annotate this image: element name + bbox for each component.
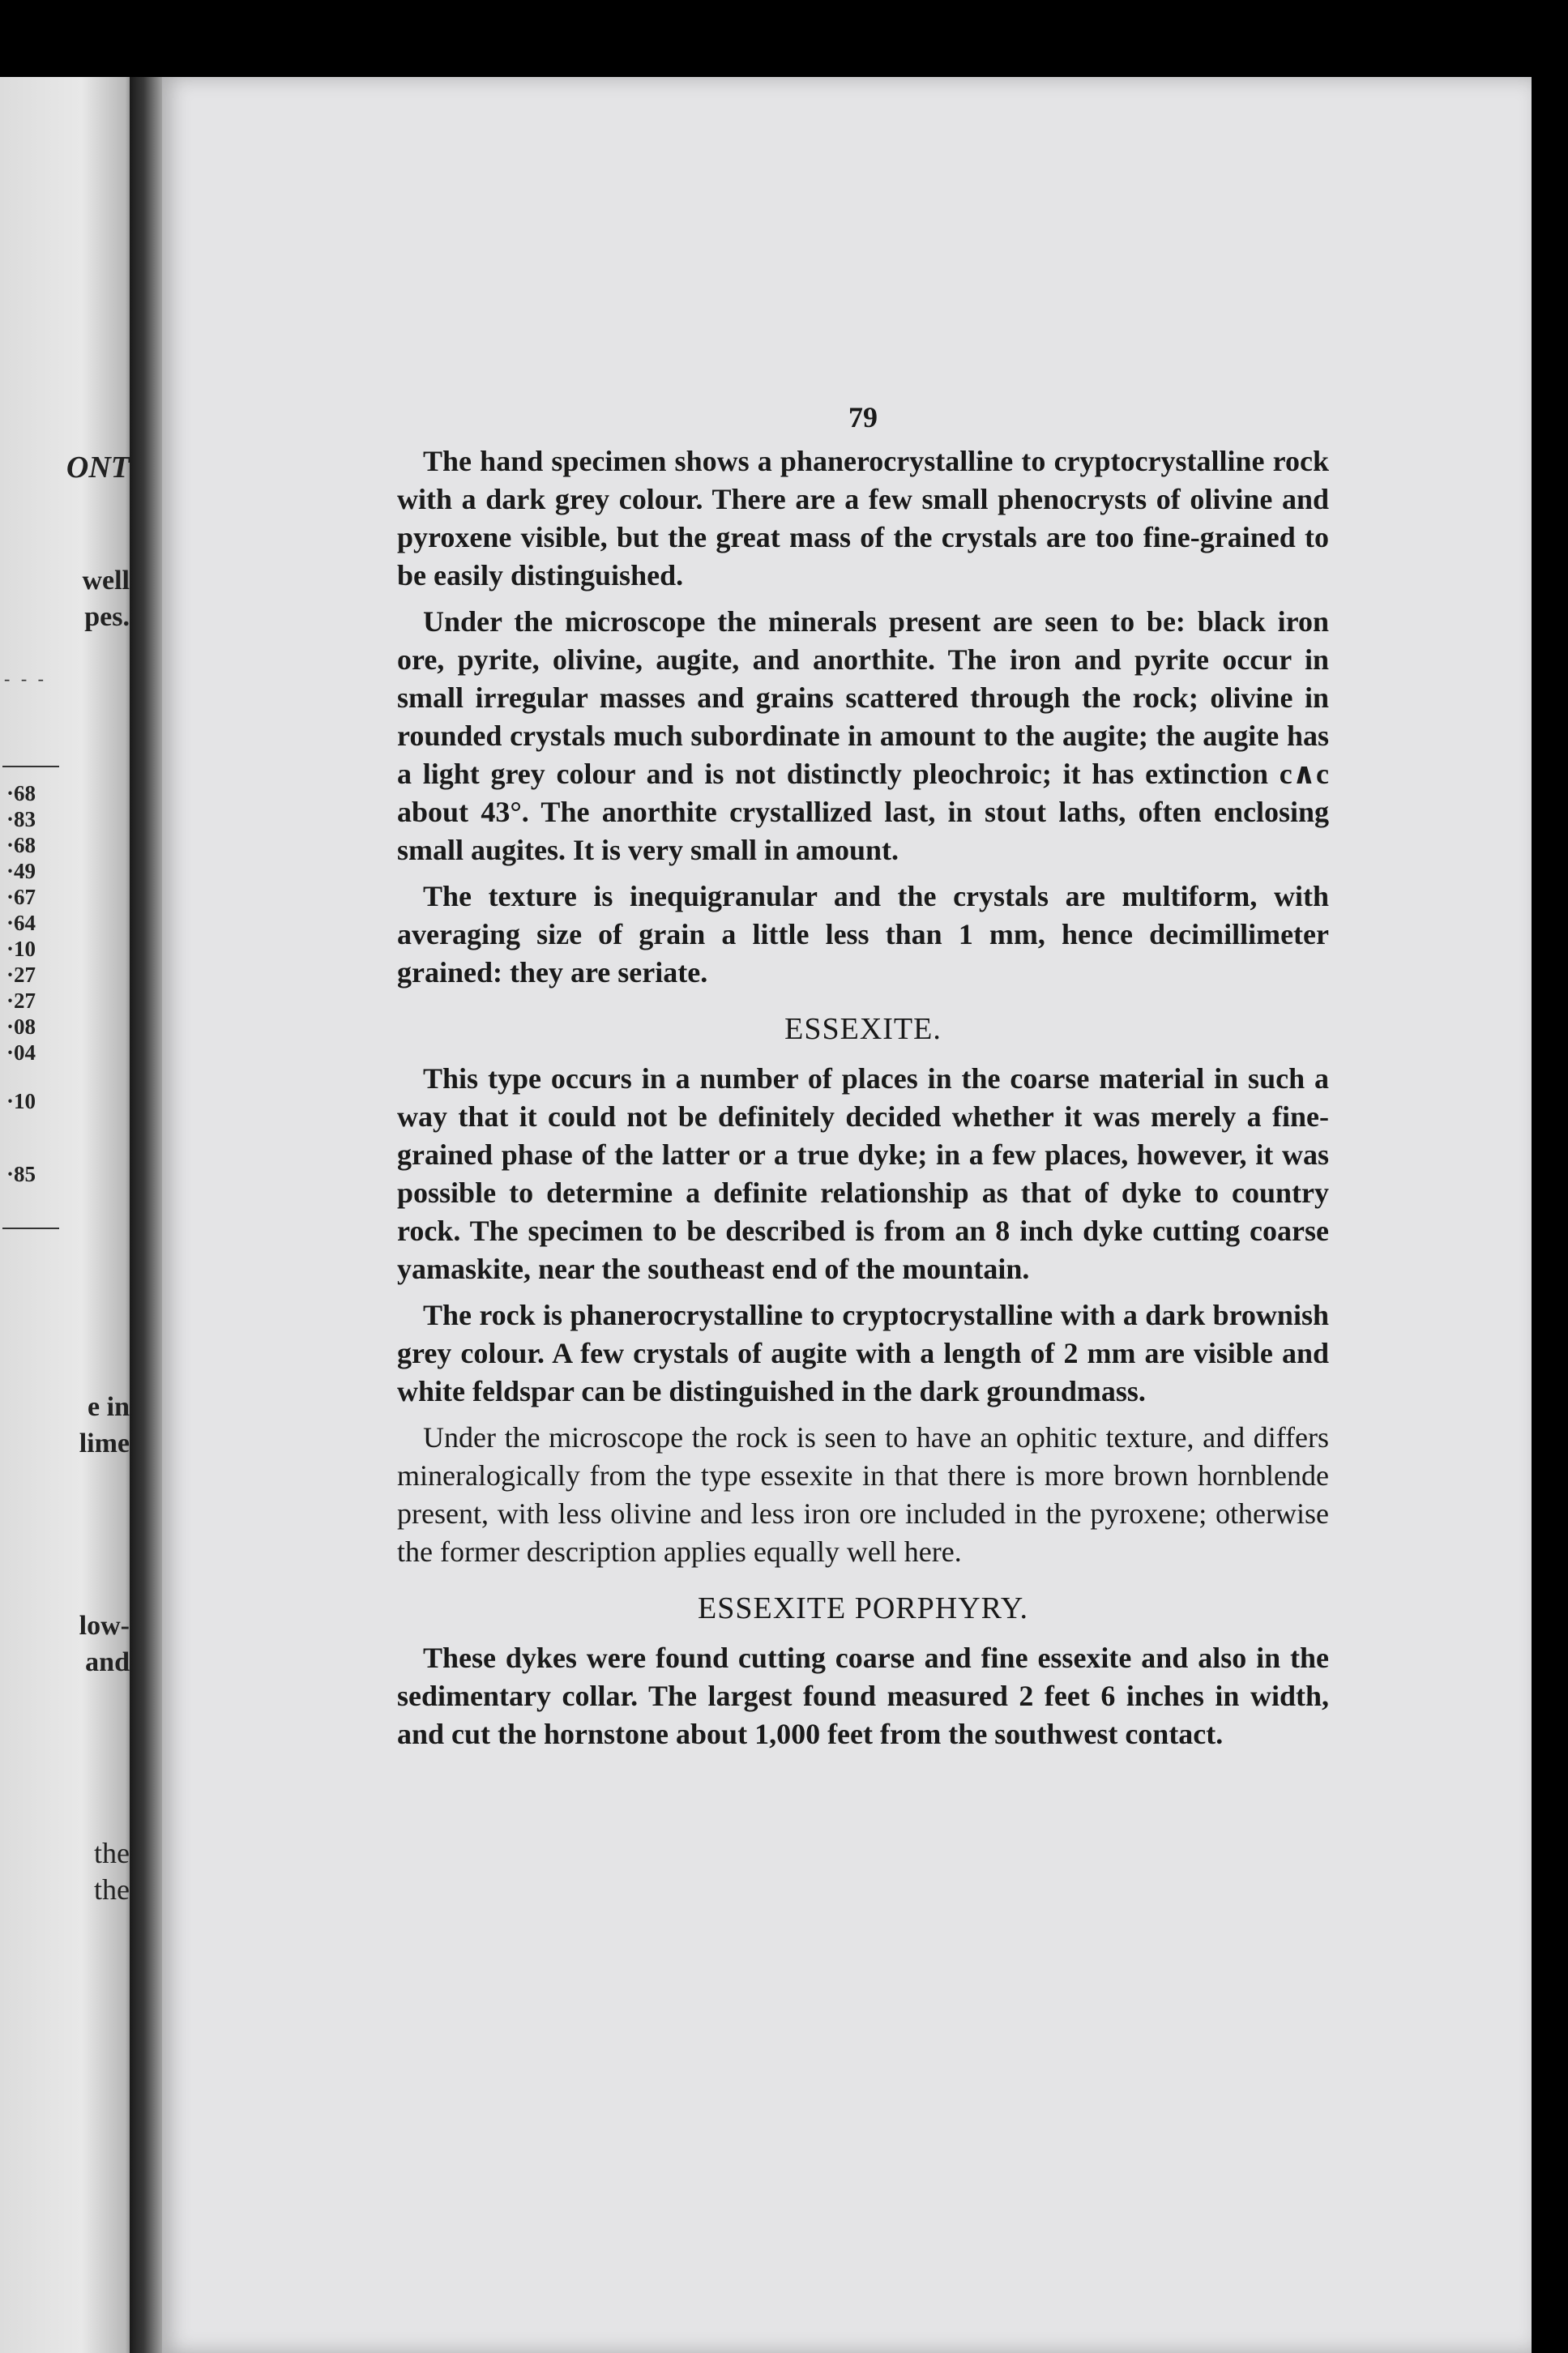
paragraph: This type occurs in a number of places in the coarse material in such a way that it could not be definitely decided whether it was merely a fine-grained phase of the latter or a true dyke; in a few places, however, it was possible to determine a definite relationship as that of dyke to country rock. The specimen to be described is from an 8 inch dyke cutting coarse yamaskite, near the southeast end of the mountain. xyxy=(397,1062,1329,1285)
left-line-fragment: the xyxy=(94,1837,130,1869)
paragraph: Under the microscope the rock is seen to have an ophitic texture, and differs mineralogically from the type essexite in that there is more brown hornblende present, with less olivine and less iron ore included in the pyroxene; otherwise the former description applies equally well here. xyxy=(397,1421,1329,1568)
paragraph: These dykes were found cutting coarse and fine essexite and also in the sedimentary collar. The largest found measured 2 feet 6 inches in width, and cut the hornstone about 1,000 feet from the southwest contact. xyxy=(397,1642,1329,1750)
left-line-fragment: well xyxy=(82,566,130,596)
left-number: ·49 xyxy=(6,859,36,883)
left-number: ·67 xyxy=(6,885,36,909)
page-text xyxy=(397,397,1329,1762)
left-number: ·68 xyxy=(6,833,36,857)
left-line-fragment: pes. xyxy=(84,602,130,632)
left-rule xyxy=(2,1228,59,1229)
left-dots: - - - xyxy=(4,668,47,689)
left-number: ·27 xyxy=(6,963,36,987)
section-heading: ESSEXITE PORPHYRY. xyxy=(698,1591,1028,1625)
left-title-fragment: ONT xyxy=(66,451,130,485)
paragraph: Under the microscope the minerals present are seen to be: black iron ore, pyrite, olivine, augite, and anorthite. The iron and pyrite occur in small irregular masses and grains scattered through the rock; olivine in rounded crystals much subordinate in amount to the augite; the augite has a light grey colour and is not distinctly pleochroic; it has extinction c∧c about 43°. The anorthite crystallized last, in stout laths, often enclosing small augites. It is very small in amount. xyxy=(397,605,1329,866)
left-number: ·68 xyxy=(6,781,36,805)
paragraph: The rock is phanerocrystalline to cryptocrystalline with a dark brownish grey colour. A few crystals of augite with a length of 2 mm are visible and white feldspar can be distinguished in the dark groundmass. xyxy=(397,1299,1329,1407)
left-line-fragment: lime xyxy=(79,1428,130,1458)
left-line-fragment: the xyxy=(94,1873,130,1906)
book-page xyxy=(162,77,1532,2353)
left-number: ·83 xyxy=(6,807,36,831)
left-facing-page xyxy=(0,77,136,2353)
left-number: ·08 xyxy=(6,1014,36,1039)
left-line-fragment: e in xyxy=(88,1392,130,1422)
page-number: 79 xyxy=(848,401,878,433)
left-line-fragment: and xyxy=(85,1647,130,1677)
left-number: ·64 xyxy=(6,911,36,935)
paragraph: The hand specimen shows a phanerocrystalline to cryptocrystalline rock with a dark grey colour. There are a few small phenocrysts of olivine and pyroxene visible, but the great mass of the crystals are too fine-grained to be easily distinguished. xyxy=(397,445,1329,591)
left-number: ·10 xyxy=(6,1089,36,1113)
paragraph: The texture is inequigranular and the crystals are multiform, with averaging size of grain a little less than 1 mm, hence decimillimeter grained: they are seriate. xyxy=(397,880,1329,989)
left-rule xyxy=(2,766,59,767)
left-number: ·27 xyxy=(6,989,36,1013)
left-number: ·85 xyxy=(6,1162,36,1186)
section-heading: ESSEXITE. xyxy=(784,1012,942,1046)
left-number: ·04 xyxy=(6,1040,36,1065)
left-line-fragment: low- xyxy=(79,1611,130,1641)
left-number: ·10 xyxy=(6,937,36,961)
